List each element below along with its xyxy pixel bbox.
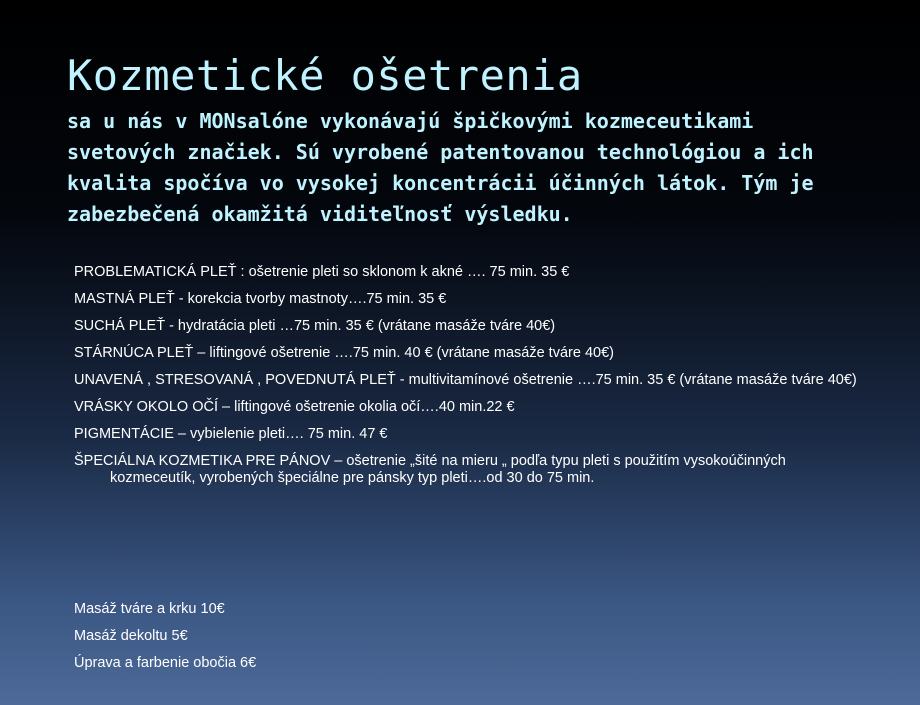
treatment-item-tired-skin: UNAVENÁ , STRESOVANÁ , POVEDNUTÁ PLEŤ - multivitamínové ošetrenie ….75 min. 35 € (vrátane masáže tváre 40€) xyxy=(74,372,857,388)
page-title: Kozmetické ošetrenia xyxy=(67,51,583,100)
extra-item-decollete-massage: Masáž dekoltu 5€ xyxy=(74,628,188,644)
extra-item-face-neck-massage: Masáž tváre a krku 10€ xyxy=(74,601,225,617)
extras-list xyxy=(74,601,256,682)
extra-item-eyebrow-tinting: Úprava a farbenie obočia 6€ xyxy=(74,655,257,671)
header xyxy=(67,52,897,230)
treatment-item-problematic-skin: PROBLEMATICKÁ PLEŤ : ošetrenie pleti so sklonom k akné …. 75 min. 35 € xyxy=(74,264,570,280)
treatment-item-eye-wrinkles: VRÁSKY OKOLO OČÍ – liftingové ošetrenie okolia očí….40 min.22 € xyxy=(74,399,515,415)
page-subtitle: sa u nás v MONsalóne vykonávajú špičkovými kozmeceutikami svetových značiek. Sú vyrobené patentovanou technológiou a ich kvalita spočíva vo vysokej koncentrácii účinných látok. Tým je zabezbečená okamžitá viditeľnosť výsledku. xyxy=(67,109,814,226)
treatment-item-men-cosmetics: ŠPECIÁLNA KOZMETIKA PRE PÁNOV – ošetrenie „šité na mieru „ podľa typu pleti s použitím vysokoúčinných kozmeceutík, vyrobených špeciálne pre pánsky typ pleti….od 30 do 75 min. xyxy=(74,453,786,486)
treatment-list xyxy=(74,264,874,497)
treatment-item-oily-skin: MASTNÁ PLEŤ - korekcia tvorby mastnoty….75 min. 35 € xyxy=(74,291,447,307)
treatment-item-aging-skin: STÁRNÚCA PLEŤ – liftingové ošetrenie ….75 min. 40 € (vrátane masáže tváre 40€) xyxy=(74,345,614,361)
treatment-item-dry-skin: SUCHÁ PLEŤ - hydratácia pleti …75 min. 35 € (vrátane masáže tváre 40€) xyxy=(74,318,556,334)
treatment-item-pigmentation: PIGMENTÁCIE – vybielenie pleti…. 75 min. 47 € xyxy=(74,426,388,442)
